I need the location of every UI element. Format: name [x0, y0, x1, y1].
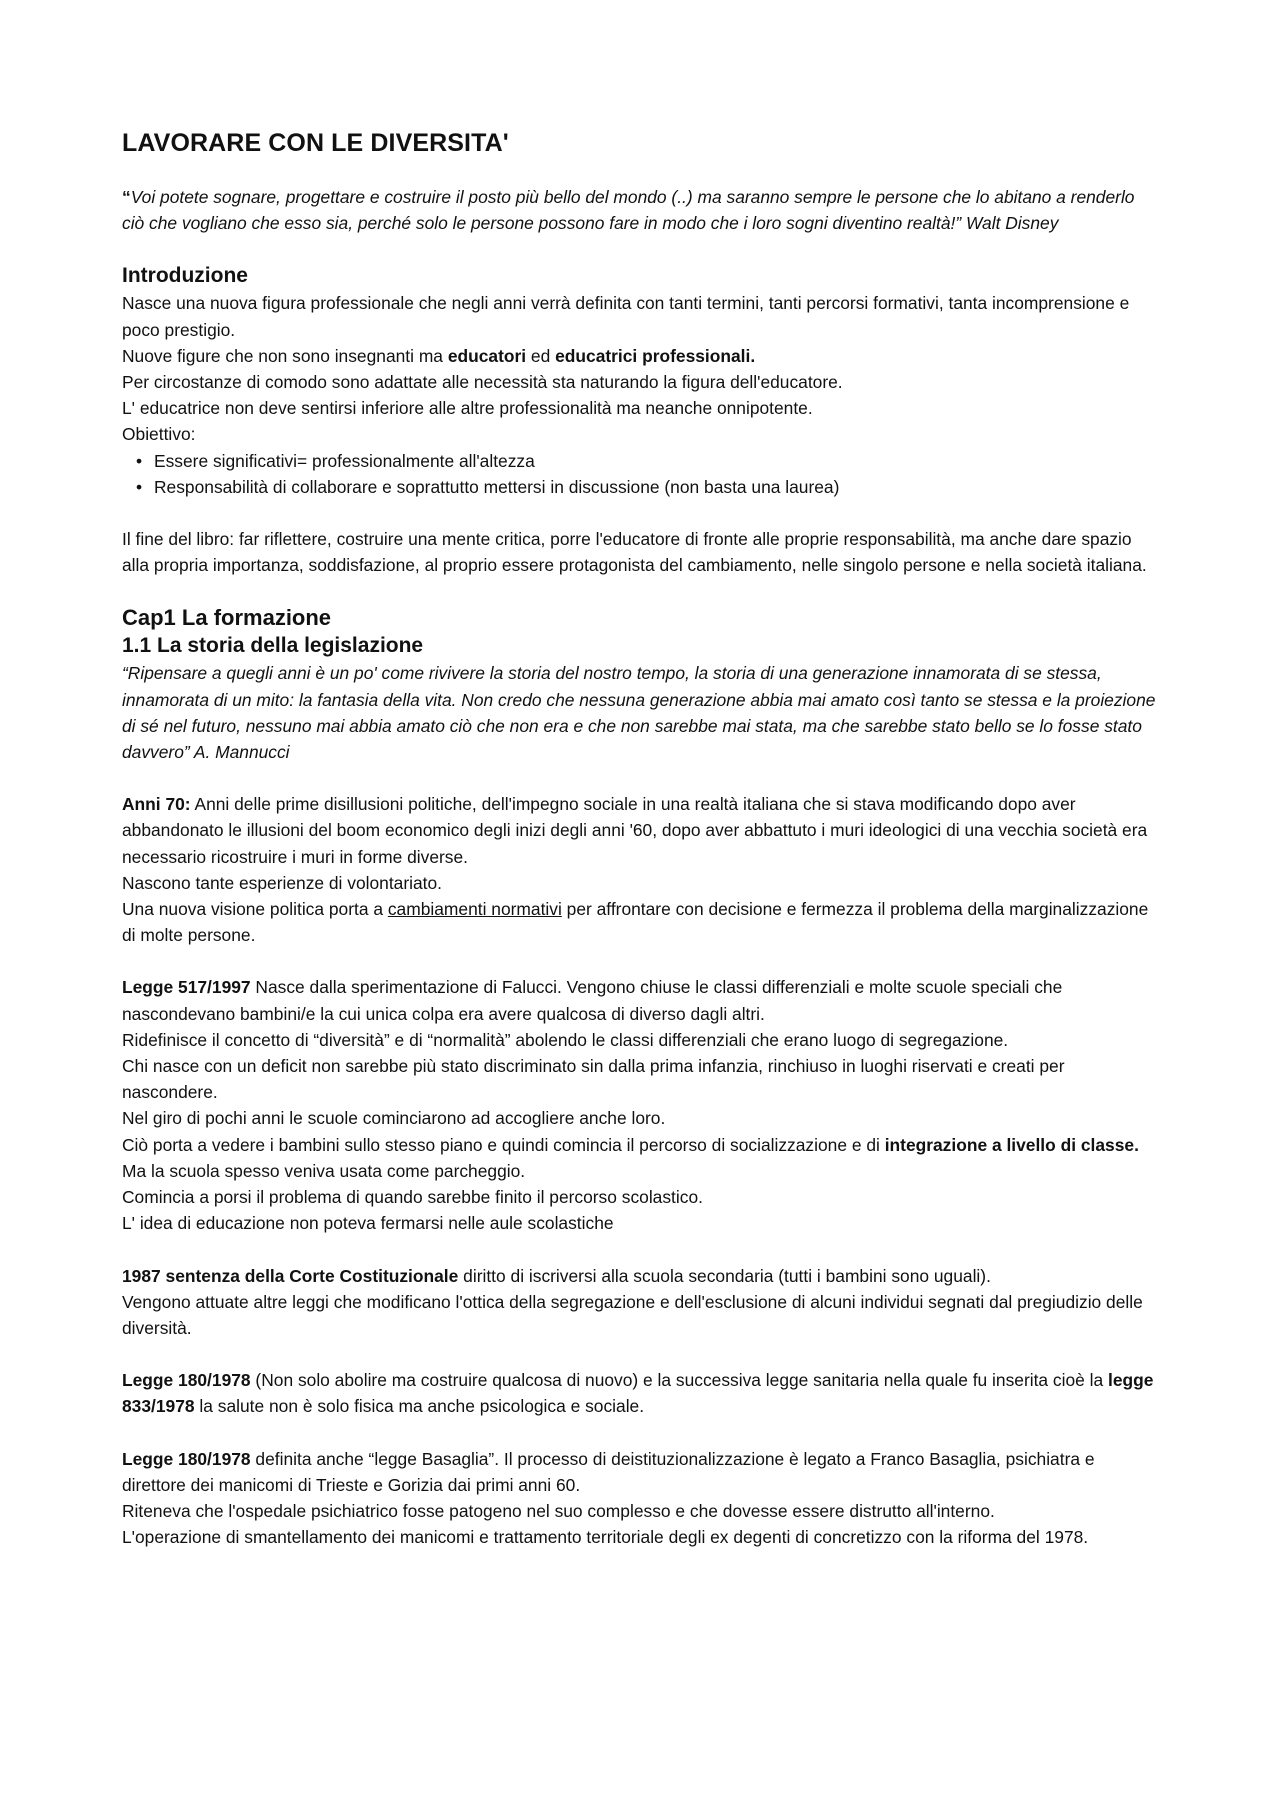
- legge-517-paragraph-4: Nel giro di pochi anni le scuole cominciarono ad accogliere anche loro.: [122, 1108, 666, 1129]
- mannucci-quote: “Ripensare a quegli anni è un po' come rivivere la storia del nostro tempo, la storia di una generazione innamorata di se stessa, innamorata di un mito: la fantasia della vita. Non credo che nessuna generazione abbia mai amato così tanto se stessa e la proiezione di sé nel futuro, nessuno mai abbia amato ciò che non era e che non sarebbe mai stata, ma che sarebbe stato bello se lo fosse stato davvero” A. Mannucci: [122, 663, 1156, 763]
- bullet-icon: •: [136, 450, 143, 471]
- sentenza-paragraph-2: Vengono attuate altre leggi che modificano l'ottica della segregazione e dell'esclusione di alcuni individui segnati dal pregiudizio delle diversità.: [122, 1291, 1143, 1338]
- chapter-1-heading: Cap1 La formazione: [122, 605, 332, 631]
- bold-educatrici: educatrici professionali.: [555, 345, 756, 366]
- opening-quote-mark: “: [122, 187, 131, 207]
- sentenza-paragraph: 1987 sentenza della Corte Costituzionale diritto di iscriversi alla scuola secondaria (tutti i bambini sono uguali).: [122, 1265, 991, 1286]
- list-item: • Responsabilità di collaborare e soprattutto mettersi in discussione (non basta una laurea): [136, 474, 1160, 500]
- legge-517-paragraph-2: Ridefinisce il concetto di “diversità” e di “normalità” abolendo le classi differenziali che erano luogo di segregazione.: [122, 1029, 1009, 1050]
- anni-70-paragraph-2: Nascono tante esperienze di volontariato.: [122, 872, 442, 893]
- intro-paragraph-6: Il fine del libro: far riflettere, costruire una mente critica, porre l'educatore di fronte alle proprie responsabilità, ma anche dare spazio alla propria importanza, soddisfazione, al proprio essere protagonista del cambiamento, nelle singolo persone e nella società italiana.: [122, 529, 1147, 576]
- legge-basaglia-paragraph-3: L'operazione di smantellamento dei manicomi e trattamento territoriale degli ex degenti di concretizzo con la riforma del 1978.: [122, 1527, 1089, 1548]
- bold-educatori: educatori: [447, 345, 527, 366]
- objective-list: [122, 448, 1160, 500]
- chapter-1-section: [122, 604, 1160, 1550]
- intro-objective-label: Obiettivo:: [122, 424, 196, 445]
- document-title: LAVORARE CON LE DIVERSITA': [122, 129, 509, 157]
- legge-basaglia-paragraph: Legge 180/1978 definita anche “legge Basaglia”. Il processo di deistituzionalizzazione è legato a Franco Basaglia, psichiatra e direttore dei manicomi di Trieste e Gorizia dai primi anni 60.: [122, 1448, 1095, 1495]
- introduction-heading: Introduzione: [122, 264, 248, 288]
- section-1-1-heading: 1.1 La storia della legislazione: [122, 634, 424, 658]
- legge-180-paragraph: Legge 180/1978 (Non solo abolire ma costruire qualcosa di nuovo) e la successiva legge sanitaria nella quale fu inserita cioè la legge 833/1978 la salute non è solo fisica ma anche psicologica e sociale.: [122, 1370, 1154, 1417]
- opening-quote: [122, 184, 1160, 236]
- legge-517-paragraph-3: Chi nasce con un deficit non sarebbe più stato discriminato sin dalla prima infanzia, rinchiuso in luoghi riservati e creati per nascondere.: [122, 1056, 1065, 1103]
- anni-70-paragraph: Anni 70: Anni delle prime disillusioni politiche, dell'impegno sociale in una realtà italiana che si stava modificando dopo aver abbandonato le illusioni del boom economico degli inizi degli anni '60, dopo aver abbattuto i muri ideologici di una vecchia società era necessario ricostruire i muri in forme diverse.: [122, 794, 1148, 867]
- legge-517-paragraph: Legge 517/1997 Nasce dalla sperimentazione di Falucci. Vengono chiuse le classi differenziali e molte scuole speciali che nascondevano bambini/e la cui unica colpa era avere qualcosa di diverso dagli altri.: [122, 977, 1063, 1024]
- legge-517-paragraph-6: Comincia a porsi il problema di quando sarebbe finito il percorso scolastico.: [122, 1187, 703, 1208]
- underlined-cambiamenti-normativi: cambiamenti normativi: [387, 899, 562, 920]
- opening-quote-text: Voi potete sognare, progettare e costruire il posto più bello del mondo (..) ma saranno sempre le persone che lo abitano a renderlo ciò che vogliano che esso sia, perché solo le persone possono fare in modo che i loro sogni diventino realtà!” Walt Disney: [122, 187, 1135, 234]
- legge-517-paragraph-5: Ciò porta a vedere i bambini sullo stesso piano e quindi comincia il percorso di socializzazione e di integrazione a livello di classe. Ma la scuola spesso veniva usata come parcheggio.: [122, 1134, 1139, 1181]
- intro-paragraph-1: Nasce una nuova figura professionale che negli anni verrà definita con tanti termini, tanti percorsi formativi, tanta incomprensione e poco prestigio.: [122, 293, 1130, 340]
- bullet-icon: •: [136, 476, 143, 497]
- anni-70-paragraph-3: Una nuova visione politica porta a cambiamenti normativi per affrontare con decisione e fermezza il problema della marginalizzazione di molte persone.: [122, 899, 1149, 946]
- legge-517-paragraph-7: L' idea di educazione non poteva fermarsi nelle aule scolastiche: [122, 1213, 614, 1234]
- list-item: • Essere significativi= professionalmente all'altezza: [136, 448, 1160, 474]
- intro-paragraph-2: Nuove figure che non sono insegnanti ma educatori ed educatrici professionali.: [122, 345, 756, 366]
- introduction-section: [122, 262, 1160, 578]
- intro-paragraph-3: Per circostanze di comodo sono adattate alle necessità sta naturando la figura dell'educatore.: [122, 372, 843, 393]
- legge-basaglia-paragraph-2: Riteneva che l'ospedale psichiatrico fosse patogeno nel suo complesso e che dovesse essere distrutto all'interno.: [122, 1500, 995, 1521]
- intro-paragraph-4: L' educatrice non deve sentirsi inferiore alle altre professionalità ma neanche onnipotente.: [122, 398, 813, 419]
